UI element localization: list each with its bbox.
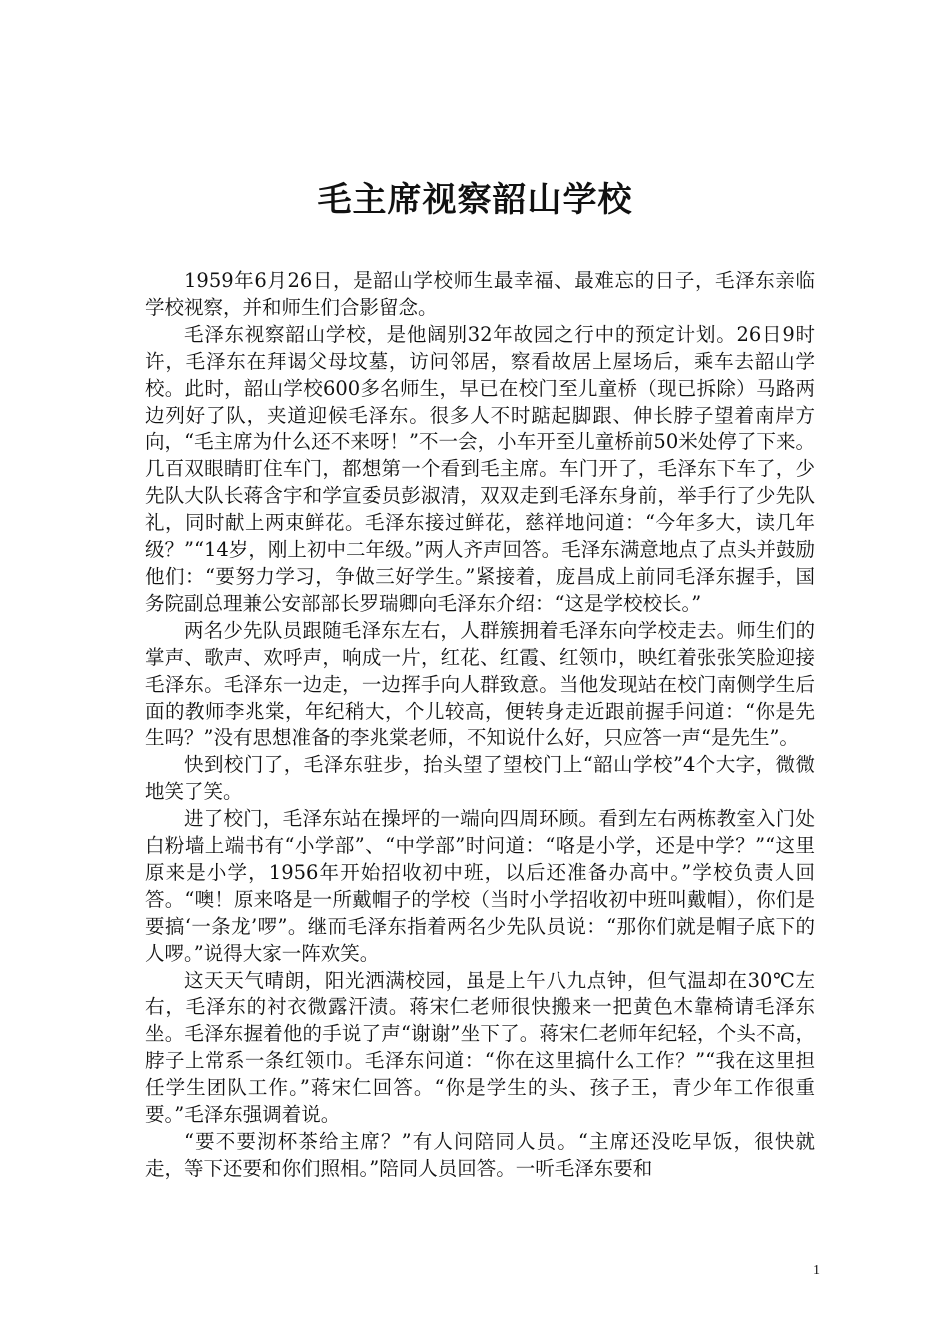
- page-number: 1: [813, 1263, 820, 1278]
- paragraph: 进了校门，毛泽东站在操坪的一端向四周环顾。看到左右两栋教室入门处白粉墙上端书有“小学部”、“中学部”时问道：“咯是小学，还是中学？”“这里原来是小学，1956年开始招收初中班，以后还准备办高中。”学校负责人回答。“噢！原来咯是一所戴帽子的学校（当时小学招收初中班叫戴帽），你们是要搞‘一条龙’啰”。继而毛泽东指着两名少先队员说：“那你们就是帽子底下的人啰。”说得大家一阵欢笑。: [145, 807, 815, 965]
- paragraph: 1959年6月26日，是韶山学校师生最幸福、最难忘的日子，毛泽东亲临学校视察，并和师生们合影留念。: [145, 269, 815, 319]
- paragraph: 毛泽东视察韶山学校，是他阔别32年故园之行中的预定计划。26日9时许，毛泽东在拜谒父母坟墓，访问邻居，察看故居上屋场后，乘车去韶山学校。此时，韶山学校600多名师生，早已在校门至儿童桥（现已拆除）马路两边列好了队，夹道迎候毛泽东。很多人不时踮起脚跟、伸长脖子望着南岸方向，“毛主席为什么还不来呀！”不一会，小车开至儿童桥前50米处停了下来。几百双眼睛盯住车门，都想第一个看到毛主席。车门开了，毛泽东下车了，少先队大队长蒋含宇和学宣委员彭淑清，双双走到毛泽东身前，举手行了少先队礼，同时献上两束鲜花。毛泽东接过鲜花，慈祥地问道：“今年多大，读几年级？”“14岁，刚上初中二年级。”两人齐声回答。毛泽东满意地点了点头并鼓励他们：“要努力学习，争做三好学生。”紧接着，庞昌成上前同毛泽东握手，国务院副总理兼公安部部长罗瑞卿向毛泽东介绍：“这是学校校长。”: [145, 322, 815, 615]
- document-title: 毛主席视察韶山学校: [317, 180, 633, 220]
- paragraph: 这天天气晴朗，阳光洒满校园，虽是上午八九点钟，但气温却在30℃左右，毛泽东的衬衣微露汗渍。蒋宋仁老师很快搬来一把黄色木靠椅请毛泽东坐。毛泽东握着他的手说了声“谢谢”坐下了。蒋宋仁老师年纪轻，个头不高，脖子上常系一条红领巾。毛泽东问道：“你在这里搞什么工作？”“我在这里担任学生团队工作。”蒋宋仁回答。“你是学生的头、孩子王，青少年工作很重要。”毛泽东强调着说。: [145, 968, 815, 1127]
- paragraph: 快到校门了，毛泽东驻步，抬头望了望校门上“韶山学校”4个大字，微微地笑了笑。: [145, 753, 815, 804]
- document-body: [145, 268, 815, 1183]
- paragraph: 两名少先队员跟随毛泽东左右，人群簇拥着毛泽东向学校走去。师生们的掌声、歌声、欢呼声，响成一片，红花、红霞、红领巾，映红着张张笑脸迎接毛泽东。毛泽东一边走，一边挥手向人群致意。当他发现站在校门南侧学生后面的教师李兆棠，年纪稍大，个儿较高，便转身走近跟前握手问道：“你是先生吗？”没有思想准备的李兆棠老师，不知说什么好，只应答一声“是先生”。: [145, 618, 815, 750]
- paragraph: “要不要沏杯茶给主席？”有人问陪同人员。“主席还没吃早饭，很快就走，等下还要和你们照相。”陪同人员回答。一听毛泽东要和: [145, 1130, 815, 1180]
